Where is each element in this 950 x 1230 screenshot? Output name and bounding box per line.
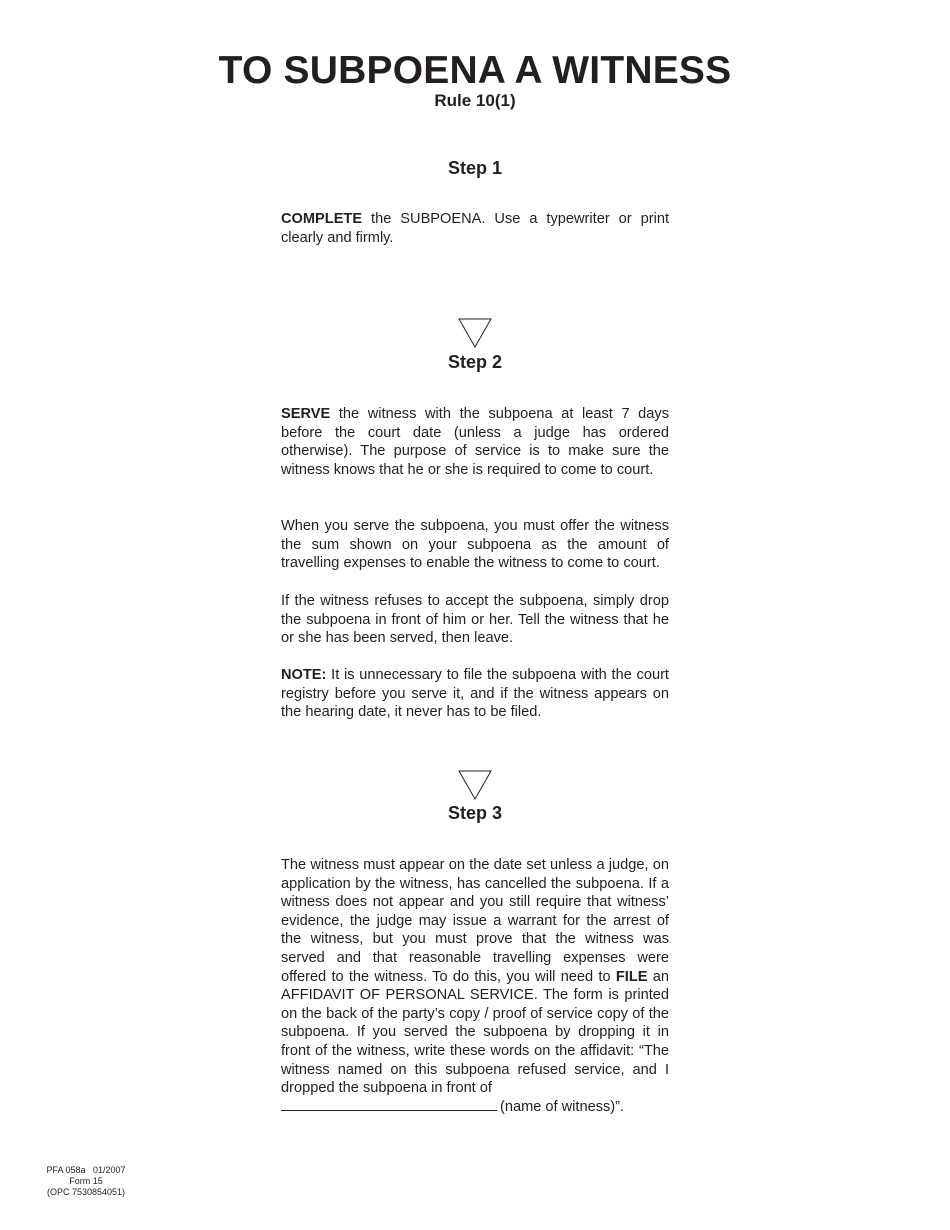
form-number: Form 15 [69,1176,103,1186]
step-1-paragraph [281,210,669,247]
form-code: PFA 058a 01/2007 [46,1165,126,1175]
step-1-lead: COMPLETE [281,211,363,227]
step-2-lead-note: NOTE: [281,667,327,683]
step-3-blank-suffix: (name of witness)”. [500,1098,625,1115]
step-3-heading: Step 3 [447,803,503,823]
step-2-paragraph-note [281,666,669,722]
step-1-text: the SUBPOENA. Use a typewriter or print clearly and firmly. [281,211,669,246]
step-2-text-note: It is unnecessary to file the subpoena with the court registry before you serve it, and if the witness appears on the hearing date, it never has to be filed. [281,667,669,721]
step-3-text-after: an AFFIDAVIT OF PERSONAL SERVICE. The form is printed on the back of the party’s copy / proof of service copy of the subpoena. If you served the subpoena by dropping it in front of the witness, write these words on the affidavit: “The witness named on this subpoena refused service, and I dropped the subpoena in front of [281,968,669,1097]
down-triangle-icon [458,318,492,348]
rule-reference: Rule 10(1) [434,91,516,110]
witness-name-blank-line [281,1098,497,1111]
form-footer [30,1165,142,1198]
opc-number: (OPC 7530854051) [46,1187,126,1197]
step-3-text-before: The witness must appear on the date set unless a judge, on application by the witness, has cancelled the subpoena. If a witness does not appear and you still require that witness’ evidence, the judge may issue a warrant for the arrest of the witness, but you must prove that the witness was served and that reasonable travelling expenses were offered to the witness. To do this, you will need to [281,857,669,985]
down-triangle-icon [458,770,492,800]
step-2-paragraph-serve [281,405,669,479]
step-3-paragraph [281,856,669,1116]
step-2-text-serve: the witness with the subpoena at least 7 days before the court date (unless a judge has ordered otherwise). The purpose of service is to make sure the witness knows that he or she is required to come to court. [281,406,669,478]
step-1-heading: Step 1 [447,158,503,178]
step-2-lead-serve: SERVE [281,406,331,422]
step-3-file-keyword: FILE [615,968,648,985]
step-2-paragraph-expenses: When you serve the subpoena, you must offer the witness the sum shown on your subpoena as the amount of travelling expenses to enable the witness to come to court. [281,518,669,572]
page-title: TO SUBPOENA A WITNESS [218,49,732,92]
step-2-heading: Step 2 [447,352,503,372]
step-2-paragraph-refusal: If the witness refuses to accept the subpoena, simply drop the subpoena in front of him or her. Tell the witness that he or she has been served, then leave. [281,593,669,647]
